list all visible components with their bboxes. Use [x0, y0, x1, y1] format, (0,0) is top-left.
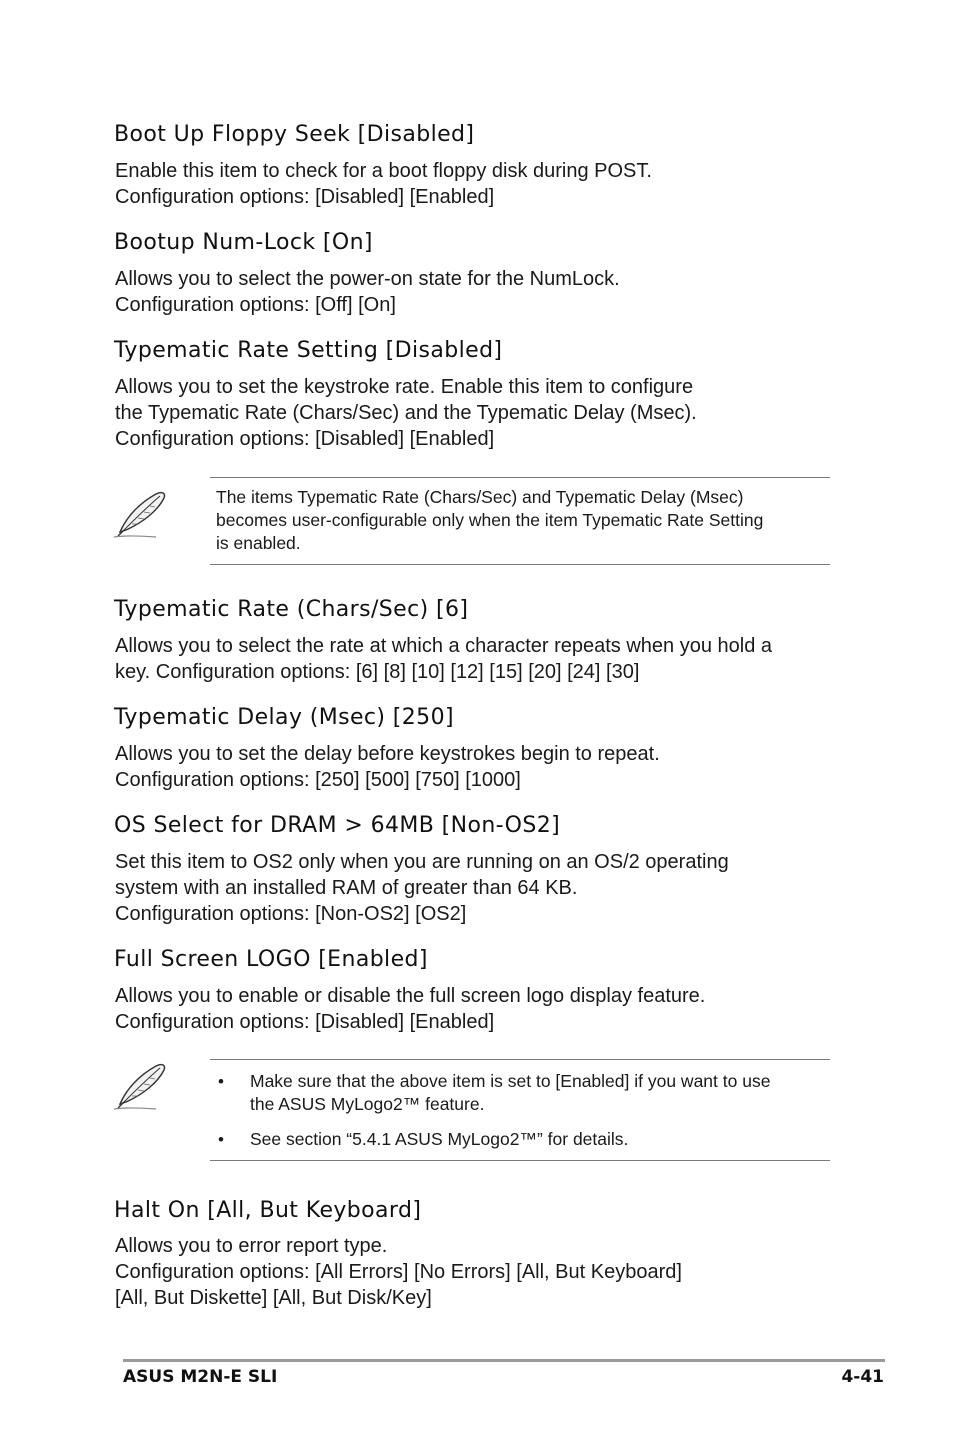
section-body-os-select-dram	[115, 849, 729, 927]
pen-icon	[112, 1060, 170, 1112]
section-body-full-screen-logo	[115, 983, 705, 1035]
body-line: Enable this item to check for a boot floppy disk during POST.	[115, 160, 652, 182]
body-line: system with an installed RAM of greater than 64 KB.	[115, 877, 578, 899]
bullet-text	[250, 1070, 770, 1116]
footer-product-name: ASUS M2N-E SLI	[123, 1367, 278, 1387]
note-bullet-item	[210, 1128, 830, 1151]
bullet-glyph: •	[218, 1072, 224, 1091]
body-line: Configuration options: [Off] [On]	[115, 294, 396, 316]
body-line: Allows you to select the power-on state for the NumLock.	[115, 268, 620, 290]
section-body-halt-on	[115, 1233, 682, 1311]
section-body-bootup-num-lock	[115, 266, 620, 318]
section-heading-bootup-num-lock: Bootup Num-Lock [On]	[114, 230, 373, 255]
section-body-typematic-rate-setting	[115, 374, 697, 452]
note-box-mylogo	[210, 1059, 830, 1161]
note-line: the ASUS MyLogo2™ feature.	[250, 1094, 485, 1114]
note-text	[210, 478, 830, 555]
body-line: Configuration options: [250] [500] [750] [1000]	[115, 769, 521, 791]
body-line: Allows you to error report type.	[115, 1235, 388, 1257]
note-box-typematic	[210, 477, 830, 565]
body-line: Set this item to OS2 only when you are running on an OS/2 operating	[115, 851, 729, 873]
section-heading-boot-up-floppy-seek: Boot Up Floppy Seek [Disabled]	[114, 122, 475, 147]
body-line: Configuration options: [Disabled] [Enabled]	[115, 1011, 495, 1033]
section-body-typematic-delay	[115, 741, 660, 793]
pen-icon	[112, 488, 170, 540]
bullet-glyph: •	[218, 1130, 224, 1149]
body-line: Configuration options: [Disabled] [Enabled]	[115, 186, 495, 208]
section-heading-os-select-dram: OS Select for DRAM > 64MB [Non-OS2]	[114, 813, 561, 838]
section-heading-typematic-delay: Typematic Delay (Msec) [250]	[114, 705, 454, 730]
bullet-text	[250, 1128, 628, 1151]
section-body-typematic-rate-chars-sec	[115, 633, 772, 685]
section-heading-typematic-rate-setting: Typematic Rate Setting [Disabled]	[114, 338, 503, 363]
note-bullets	[210, 1060, 830, 1151]
body-line: Allows you to select the rate at which a character repeats when you hold a	[115, 635, 773, 657]
section-heading-typematic-rate-chars-sec: Typematic Rate (Chars/Sec) [6]	[114, 597, 469, 622]
note-line: The items Typematic Rate (Chars/Sec) and Typematic Delay (Msec)	[216, 487, 744, 507]
body-line: Configuration options: [Disabled] [Enabled]	[115, 428, 495, 450]
footer-rule	[123, 1359, 885, 1362]
body-line: Configuration options: [Non-OS2] [OS2]	[115, 903, 467, 925]
body-line: Allows you to set the keystroke rate. Enable this item to configure	[115, 376, 694, 398]
note-line: Make sure that the above item is set to [Enabled] if you want to use	[250, 1071, 771, 1091]
body-line: Allows you to enable or disable the full screen logo display feature.	[115, 985, 706, 1007]
note-line: is enabled.	[216, 533, 301, 553]
section-body-boot-up-floppy-seek	[115, 158, 652, 210]
note-line: See section “5.4.1 ASUS MyLogo2™” for details.	[250, 1129, 629, 1149]
footer-page-number: 4-41	[841, 1367, 884, 1387]
body-line: key. Configuration options: [6] [8] [10] [12] [15] [20] [24] [30]	[115, 661, 640, 683]
body-line: [All, But Diskette] [All, But Disk/Key]	[115, 1287, 432, 1309]
note-line: becomes user-configurable only when the item Typematic Rate Setting	[216, 510, 764, 530]
section-heading-halt-on: Halt On [All, But Keyboard]	[114, 1198, 422, 1223]
body-line: Configuration options: [All Errors] [No Errors] [All, But Keyboard]	[115, 1261, 682, 1283]
body-line: Allows you to set the delay before keystrokes begin to repeat.	[115, 743, 660, 765]
note-bullet-item	[210, 1070, 830, 1116]
body-line: the Typematic Rate (Chars/Sec) and the Typematic Delay (Msec).	[115, 402, 697, 424]
section-heading-full-screen-logo: Full Screen LOGO [Enabled]	[114, 947, 428, 972]
